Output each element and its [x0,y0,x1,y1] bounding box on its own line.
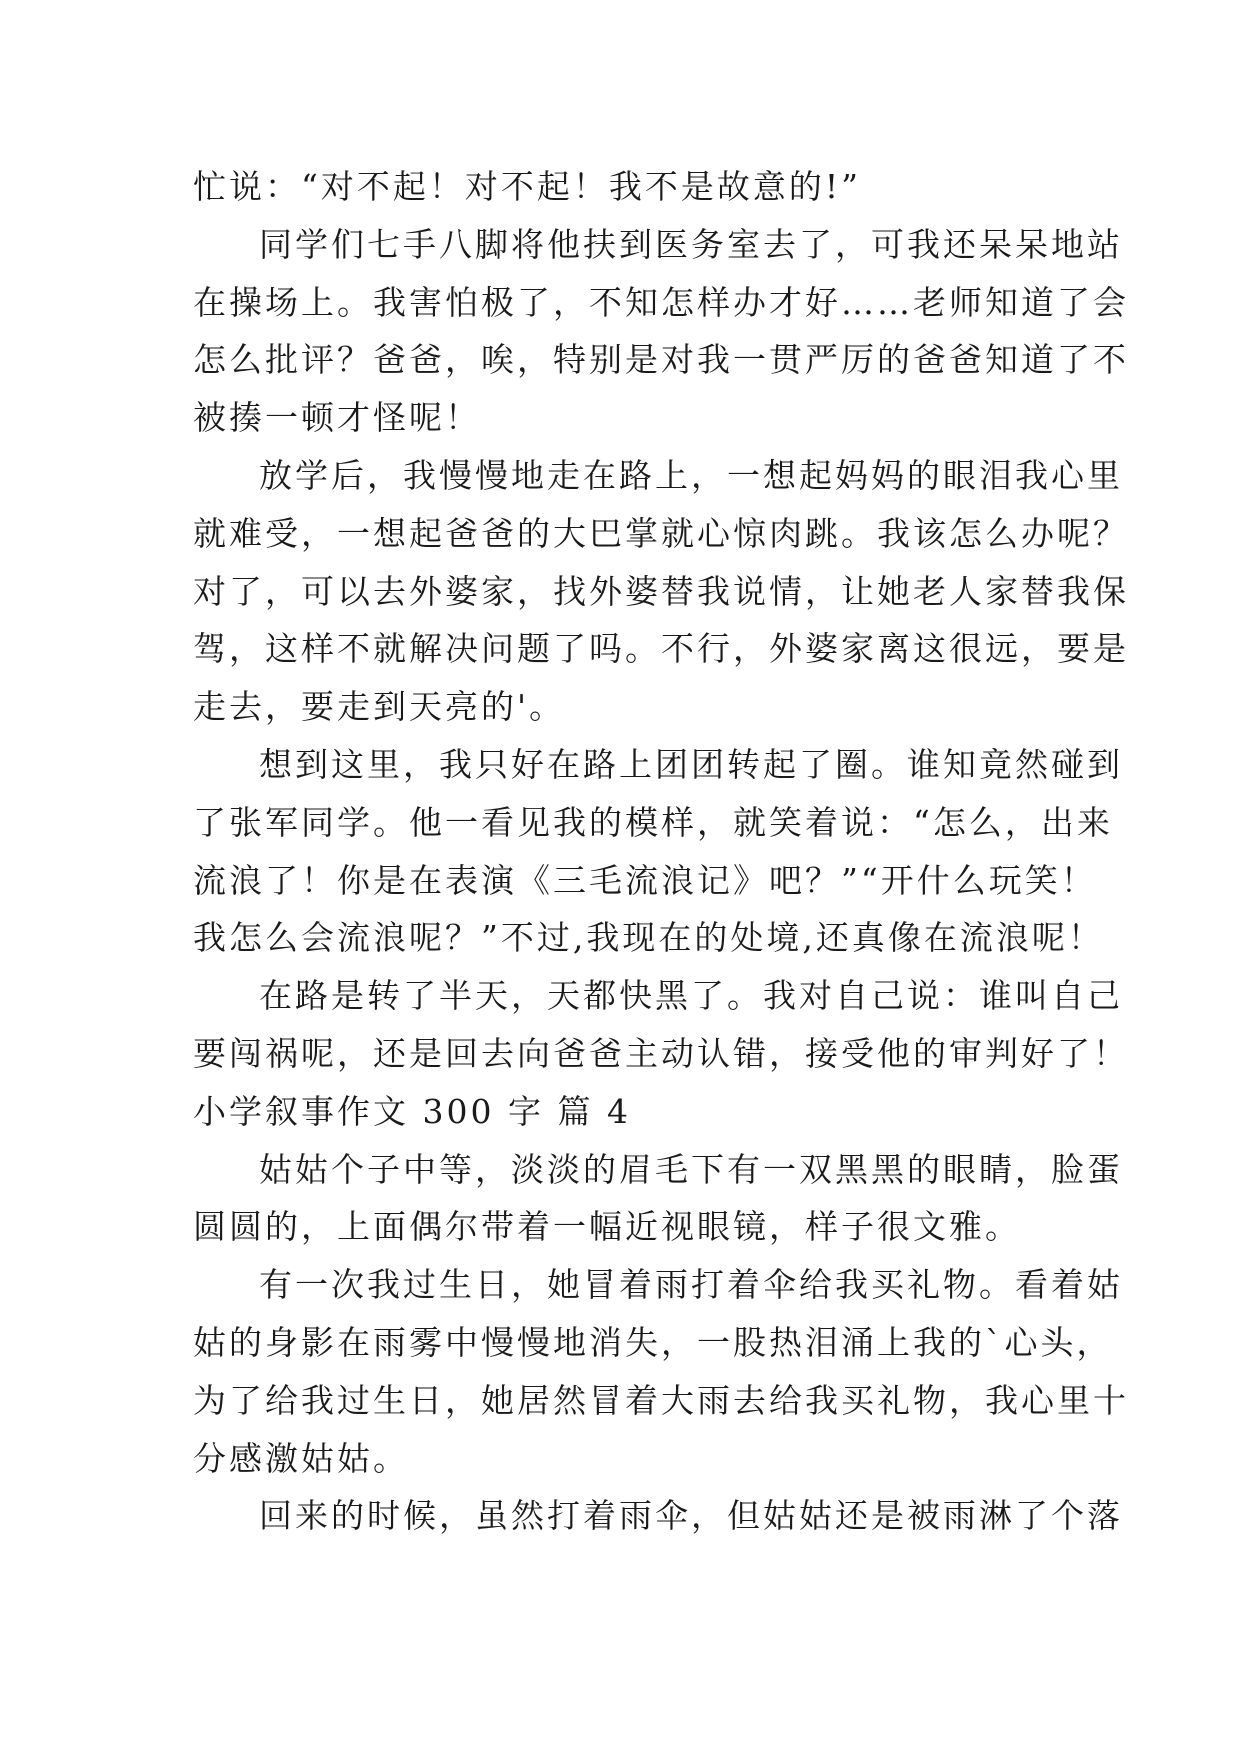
paragraph-start-line: 回来的时候，虽然打着雨伞，但姑姑还是被雨淋了个落 [259,1496,1123,1536]
text-line: 分感激姑姑。 [193,1438,409,1478]
section-heading: 小学叙事作文 300 字 篇 4 [193,1091,631,1131]
text-line: 流浪了！你是在表演《三毛流浪记》吧？”“开什么玩笑！ [193,860,1097,900]
paragraph-start-line: 在路是转了半天，天都快黑了。我对自己说：谁叫自己 [259,976,1123,1016]
text-line: 忙说：“对不起！对不起！我不是故意的!” [193,167,862,206]
text-line: 怎么批评？爸爸，唉，特别是对我一贯严厉的爸爸知道了不 [193,340,1129,380]
text-line: 要闯祸呢，还是回去向爸爸主动认错，接受他的审判好了！ [193,1033,1129,1073]
text-line: 姑的身影在雨雾中慢慢地消失，一股热泪涌上我的`心头， [193,1322,1113,1362]
text-line: 为了给我过生日，她居然冒着大雨去给我买礼物，我心里十 [193,1380,1129,1420]
paragraph-start-line: 同学们七手八脚将他扶到医务室去了，可我还呆呆地站 [259,224,1123,264]
text-line: 就难受，一想起爸爸的大巴掌就心惊肉跳。我该怎么办呢？ [193,513,1129,553]
paragraph-start-line: 想到这里，我只好在路上团团转起了圈。谁知竟然碰到 [259,744,1123,784]
text-line: 被揍一顿才怪呢！ [193,398,481,438]
text-line: 对了，可以去外婆家，找外婆替我说情，让她老人家替我保 [193,571,1129,611]
text-line: 圆圆的，上面偶尔带着一幅近视眼镜，样子很文雅。 [193,1207,1021,1247]
paragraph-start-line: 放学后，我慢慢地走在路上，一想起妈妈的眼泪我心里 [259,455,1123,495]
text-line: 走去，要走到天亮的'。 [193,687,566,727]
document-body [193,158,1129,1545]
text-line: 驾，这样不就解决问题了吗。不行，外婆家离这很远，要是 [193,629,1129,669]
text-line: 我怎么会流浪呢？”不过,我现在的处境,还真像在流浪呢！ [193,918,1104,958]
text-line: 了张军同学。他一看见我的模样，就笑着说：“怎么，出来 [193,802,1113,842]
text-line: 在操场上。我害怕极了，不知怎样办才好……老师知道了会 [193,282,1129,322]
paragraph-start-line: 姑姑个子中等，淡淡的眉毛下有一双黑黑的眼睛，脸蛋 [259,1149,1123,1189]
paragraph-start-line: 有一次我过生日，她冒着雨打着伞给我买礼物。看着姑 [259,1265,1123,1305]
